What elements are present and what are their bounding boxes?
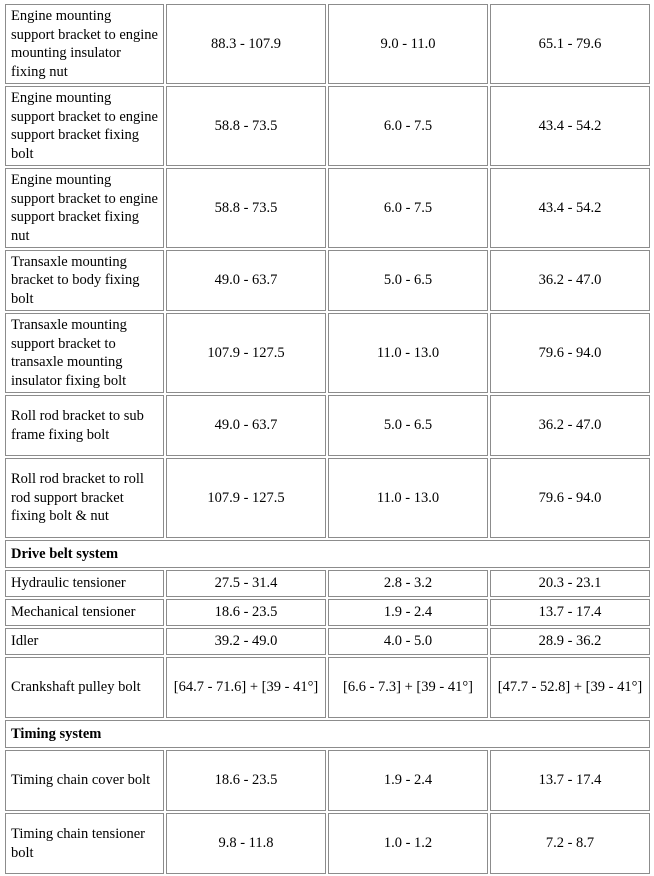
value-nm: 58.8 - 73.5 [166, 86, 326, 166]
torque-spec-body [5, 4, 650, 874]
value-kgfm: 1.9 - 2.4 [328, 750, 488, 811]
table-row [5, 250, 650, 311]
section-row [5, 720, 650, 748]
table-row [5, 599, 650, 626]
value-lbft: 79.6 - 94.0 [490, 458, 650, 538]
value-nm: 107.9 - 127.5 [166, 458, 326, 538]
value-kgfm: 2.8 - 3.2 [328, 570, 488, 597]
table-row [5, 86, 650, 166]
torque-spec-table [3, 2, 652, 876]
table-row [5, 168, 650, 248]
section-title-timing: Timing system [5, 720, 650, 748]
value-kgfm: 6.0 - 7.5 [328, 86, 488, 166]
section-title-drive-belt: Drive belt system [5, 540, 650, 568]
value-kgfm: 5.0 - 6.5 [328, 395, 488, 456]
value-nm: 18.6 - 23.5 [166, 599, 326, 626]
table-row [5, 813, 650, 874]
value-kgfm: 5.0 - 6.5 [328, 250, 488, 311]
section-row [5, 540, 650, 568]
value-lbft: 43.4 - 54.2 [490, 168, 650, 248]
table-row [5, 395, 650, 456]
value-kgfm: 4.0 - 5.0 [328, 628, 488, 655]
value-kgfm: 11.0 - 13.0 [328, 458, 488, 538]
value-nm: 18.6 - 23.5 [166, 750, 326, 811]
value-nm: 27.5 - 31.4 [166, 570, 326, 597]
item-name: Roll rod bracket to roll rod support bracket fixing bolt & nut [5, 458, 164, 538]
value-lbft: [47.7 - 52.8] + [39 - 41°] [490, 657, 650, 718]
value-kgfm: 1.9 - 2.4 [328, 599, 488, 626]
value-lbft: 7.2 - 8.7 [490, 813, 650, 874]
table-row [5, 313, 650, 393]
table-row [5, 628, 650, 655]
table-row [5, 657, 650, 718]
item-name: Roll rod bracket to sub frame fixing bolt [5, 395, 164, 456]
value-lbft: 20.3 - 23.1 [490, 570, 650, 597]
value-lbft: 13.7 - 17.4 [490, 750, 650, 811]
value-lbft: 36.2 - 47.0 [490, 395, 650, 456]
table-row [5, 4, 650, 84]
value-nm: 39.2 - 49.0 [166, 628, 326, 655]
value-nm: 49.0 - 63.7 [166, 250, 326, 311]
item-name: Crankshaft pulley bolt [5, 657, 164, 718]
value-lbft: 36.2 - 47.0 [490, 250, 650, 311]
value-lbft: 65.1 - 79.6 [490, 4, 650, 84]
value-lbft: 79.6 - 94.0 [490, 313, 650, 393]
item-name: Mechanical tensioner [5, 599, 164, 626]
value-nm: 58.8 - 73.5 [166, 168, 326, 248]
value-kgfm: 6.0 - 7.5 [328, 168, 488, 248]
item-name: Hydraulic tensioner [5, 570, 164, 597]
value-lbft: 28.9 - 36.2 [490, 628, 650, 655]
item-name: Timing chain cover bolt [5, 750, 164, 811]
value-nm: 49.0 - 63.7 [166, 395, 326, 456]
value-kgfm: 11.0 - 13.0 [328, 313, 488, 393]
table-row [5, 570, 650, 597]
value-kgfm: 9.0 - 11.0 [328, 4, 488, 84]
value-kgfm: 1.0 - 1.2 [328, 813, 488, 874]
value-nm: 107.9 - 127.5 [166, 313, 326, 393]
table-row [5, 458, 650, 538]
table-row [5, 750, 650, 811]
value-kgfm: [6.6 - 7.3] + [39 - 41°] [328, 657, 488, 718]
item-name: Transaxle mounting support bracket to transaxle mounting insulator fixing bolt [5, 313, 164, 393]
value-lbft: 13.7 - 17.4 [490, 599, 650, 626]
value-nm: 88.3 - 107.9 [166, 4, 326, 84]
item-name: Engine mounting support bracket to engine support bracket fixing nut [5, 168, 164, 248]
value-lbft: 43.4 - 54.2 [490, 86, 650, 166]
item-name: Timing chain tensioner bolt [5, 813, 164, 874]
value-nm: 9.8 - 11.8 [166, 813, 326, 874]
item-name: Engine mounting support bracket to engine mounting insulator fixing nut [5, 4, 164, 84]
item-name: Engine mounting support bracket to engine support bracket fixing bolt [5, 86, 164, 166]
item-name: Idler [5, 628, 164, 655]
item-name: Transaxle mounting bracket to body fixing bolt [5, 250, 164, 311]
value-nm: [64.7 - 71.6] + [39 - 41°] [166, 657, 326, 718]
